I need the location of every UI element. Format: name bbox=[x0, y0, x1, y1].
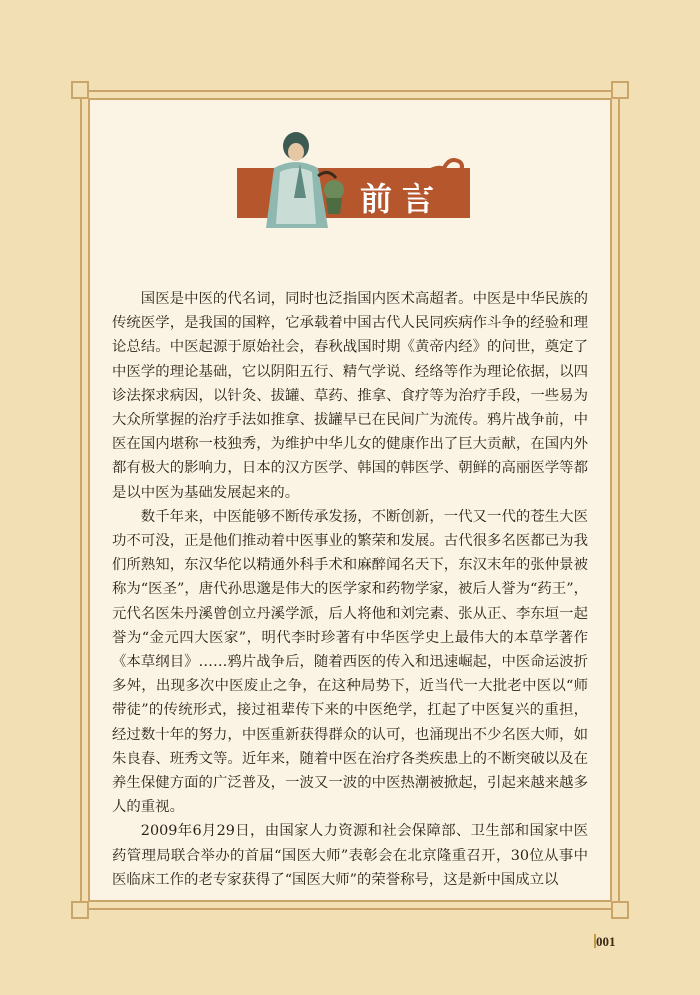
page-number: 001 bbox=[596, 934, 616, 949]
page-title: 前言 bbox=[360, 180, 445, 218]
corner-ornament bbox=[611, 81, 629, 99]
corner-ornament bbox=[71, 81, 89, 99]
paragraph: 2009年6月29日，由国家人力资源和社会保障部、卫生部和国家中医药管理局联合举办的首届“国医大师”表彰会在北京隆重召开，30位从事中医临床工作的老专家获得了“国医大师”的荣誉称号，这是新中国成立以 bbox=[112, 823, 588, 888]
paragraph: 数千年来，中医能够不断传承发扬，不断创新，一代又一代的苍生大医功不可没，正是他们推动着中医事业的繁荣和发展。古代很多名医都已为我们所熟知，东汉华佗以精通外科手术和麻醉闻名天下，东汉末年的张仲景被称为“医圣”，唐代孙思邈是伟大的医学家和药物学家，被后人誉为“药王”，元代名医朱丹溪曾创立丹溪学派，后人将他和刘完素、张从正、李东垣一起誉为“金元四大医家”，明代李时珍著有中华医学史上最伟大的本草学著作《本草纲目》……鸦片战争后，随着西医的传入和迅速崛起，中医命运波折多舛，出现多次中医废止之争，在这种局势下，近当代一大批老中医以“师带徒”的传统形式，接过祖辈传下来的中医绝学，扛起了中医复兴的重担，经过数十年的努力，中医重新获得群众的认可，也涌现出不少名医大师，如朱良春、班秀文等。近年来，随着中医在治疗各类疾患上的不断突破以及在养生保健方面的广泛普及，一波又一波的中医热潮被掀起，引起来越来越多人的重视。 bbox=[112, 508, 588, 816]
corner-ornament bbox=[71, 901, 89, 919]
cloud-swirl-icon bbox=[414, 152, 466, 204]
corner-ornament bbox=[611, 901, 629, 919]
preface-body bbox=[112, 287, 588, 892]
paragraph: 国医是中医的代名词，同时也泛指国内医术高超者。中医是中华民族的传统医学，是我国的国粹，它承载着中国古代人民同疾病作斗争的经验和理论总结。中医起源于原始社会，春秋战国时期《黄帝内经》的问世，奠定了中医学的理论基础，它以阴阳五行、精气学说、经络等作为理论依据，以四诊法探求病因，以针灸、拔罐、草药、推拿、食疗等为治疗手段，一些易为大众所掌握的治疗手法如推拿、拔罐早已在民间广为流传。鸦片战争前，中医在国内堪称一枝独秀，为维护中华儿女的健康作出了巨大贡献，在国内外都有极大的影响力，日本的汉方医学、韩国的韩医学、朝鲜的高丽医学等都是以中医为基础发展起来的。 bbox=[112, 291, 588, 501]
sage-figure-icon bbox=[256, 128, 366, 238]
